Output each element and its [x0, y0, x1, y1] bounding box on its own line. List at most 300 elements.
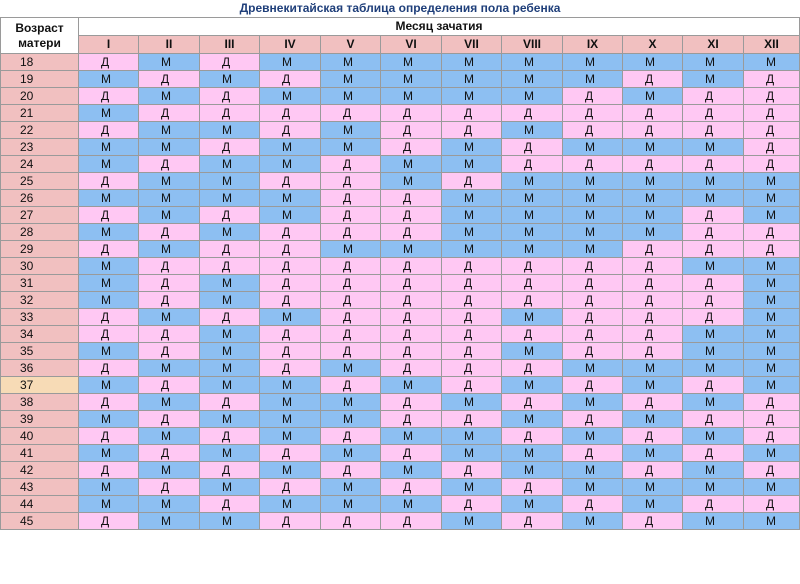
sex-cell[interactable]: М [79, 71, 139, 88]
sex-cell[interactable]: М [623, 207, 683, 224]
sex-cell[interactable]: Д [381, 394, 442, 411]
sex-cell[interactable]: Д [321, 513, 381, 530]
age-cell[interactable]: 37 [1, 377, 79, 394]
sex-cell[interactable]: М [623, 139, 683, 156]
sex-cell[interactable]: Д [442, 122, 502, 139]
sex-cell[interactable]: М [321, 360, 381, 377]
sex-cell[interactable]: Д [381, 224, 442, 241]
sex-cell[interactable]: М [744, 479, 800, 496]
sex-cell[interactable]: Д [623, 105, 683, 122]
sex-cell[interactable]: Д [321, 292, 381, 309]
sex-cell[interactable]: М [683, 428, 744, 445]
sex-cell[interactable]: Д [200, 428, 260, 445]
sex-cell[interactable]: М [623, 360, 683, 377]
sex-cell[interactable]: М [744, 326, 800, 343]
sex-cell[interactable]: М [79, 224, 139, 241]
sex-cell[interactable]: Д [381, 139, 442, 156]
sex-cell[interactable]: М [442, 54, 502, 71]
sex-cell[interactable]: М [321, 445, 381, 462]
sex-cell[interactable]: М [683, 394, 744, 411]
sex-cell[interactable]: Д [139, 224, 200, 241]
sex-cell[interactable]: Д [563, 122, 623, 139]
sex-cell[interactable]: М [623, 88, 683, 105]
sex-cell[interactable]: М [563, 428, 623, 445]
sex-cell[interactable]: Д [200, 241, 260, 258]
sex-cell[interactable]: Д [502, 105, 563, 122]
sex-cell[interactable]: М [139, 54, 200, 71]
sex-cell[interactable]: Д [139, 326, 200, 343]
sex-cell[interactable]: М [79, 105, 139, 122]
sex-cell[interactable]: М [79, 479, 139, 496]
sex-cell[interactable]: Д [683, 207, 744, 224]
age-cell[interactable]: 25 [1, 173, 79, 190]
sex-cell[interactable]: М [502, 462, 563, 479]
sex-cell[interactable]: М [321, 394, 381, 411]
age-cell[interactable]: 21 [1, 105, 79, 122]
sex-cell[interactable]: Д [744, 156, 800, 173]
sex-cell[interactable]: Д [442, 173, 502, 190]
sex-cell[interactable]: М [623, 224, 683, 241]
sex-cell[interactable]: М [79, 275, 139, 292]
sex-cell[interactable]: М [79, 445, 139, 462]
sex-cell[interactable]: Д [744, 428, 800, 445]
sex-cell[interactable]: М [683, 513, 744, 530]
sex-cell[interactable]: М [200, 360, 260, 377]
sex-cell[interactable]: Д [502, 394, 563, 411]
sex-cell[interactable]: М [744, 275, 800, 292]
month-header-cell[interactable]: IV [260, 36, 321, 54]
sex-cell[interactable]: Д [744, 496, 800, 513]
sex-cell[interactable]: М [260, 190, 321, 207]
sex-cell[interactable]: Д [79, 360, 139, 377]
age-cell[interactable]: 30 [1, 258, 79, 275]
sex-cell[interactable]: М [744, 54, 800, 71]
sex-cell[interactable]: М [683, 343, 744, 360]
sex-cell[interactable]: Д [139, 71, 200, 88]
sex-cell[interactable]: Д [442, 411, 502, 428]
sex-cell[interactable]: Д [502, 428, 563, 445]
sex-cell[interactable]: Д [200, 207, 260, 224]
sex-cell[interactable]: Д [623, 275, 683, 292]
sex-cell[interactable]: Д [139, 445, 200, 462]
sex-cell[interactable]: М [200, 275, 260, 292]
sex-cell[interactable]: М [139, 190, 200, 207]
sex-cell[interactable]: М [321, 241, 381, 258]
sex-cell[interactable]: Д [79, 462, 139, 479]
sex-cell[interactable]: М [502, 173, 563, 190]
sex-cell[interactable]: М [139, 88, 200, 105]
sex-cell[interactable]: Д [563, 343, 623, 360]
sex-cell[interactable]: Д [563, 445, 623, 462]
sex-cell[interactable]: М [502, 122, 563, 139]
sex-cell[interactable]: Д [502, 258, 563, 275]
sex-cell[interactable]: Д [321, 190, 381, 207]
sex-cell[interactable]: Д [744, 88, 800, 105]
month-header-cell[interactable]: VIII [502, 36, 563, 54]
sex-cell[interactable]: М [744, 292, 800, 309]
sex-cell[interactable]: М [79, 292, 139, 309]
sex-cell[interactable]: Д [563, 105, 623, 122]
sex-cell[interactable]: Д [683, 105, 744, 122]
sex-cell[interactable]: Д [79, 173, 139, 190]
age-cell[interactable]: 43 [1, 479, 79, 496]
sex-cell[interactable]: Д [381, 190, 442, 207]
sex-cell[interactable]: М [200, 292, 260, 309]
sex-cell[interactable]: М [321, 479, 381, 496]
sex-cell[interactable]: М [502, 309, 563, 326]
sex-cell[interactable]: М [683, 258, 744, 275]
sex-cell[interactable]: М [563, 54, 623, 71]
sex-cell[interactable]: М [139, 241, 200, 258]
sex-cell[interactable]: Д [563, 156, 623, 173]
age-cell[interactable]: 19 [1, 71, 79, 88]
sex-cell[interactable]: Д [442, 377, 502, 394]
sex-cell[interactable]: Д [623, 292, 683, 309]
sex-cell[interactable]: Д [260, 445, 321, 462]
sex-cell[interactable]: Д [79, 428, 139, 445]
sex-cell[interactable]: Д [139, 105, 200, 122]
sex-cell[interactable]: Д [200, 54, 260, 71]
sex-cell[interactable]: М [260, 54, 321, 71]
sex-cell[interactable]: Д [381, 479, 442, 496]
sex-cell[interactable]: Д [381, 411, 442, 428]
sex-cell[interactable]: М [683, 326, 744, 343]
sex-cell[interactable]: М [683, 173, 744, 190]
age-cell[interactable]: 18 [1, 54, 79, 71]
sex-cell[interactable]: Д [744, 462, 800, 479]
sex-cell[interactable]: Д [442, 343, 502, 360]
sex-cell[interactable]: М [260, 88, 321, 105]
sex-cell[interactable]: М [200, 71, 260, 88]
sex-cell[interactable]: Д [744, 394, 800, 411]
sex-cell[interactable]: Д [321, 309, 381, 326]
sex-cell[interactable]: М [260, 428, 321, 445]
sex-cell[interactable]: Д [502, 292, 563, 309]
sex-cell[interactable]: М [381, 88, 442, 105]
sex-cell[interactable]: Д [200, 394, 260, 411]
sex-cell[interactable]: Д [381, 122, 442, 139]
sex-cell[interactable]: М [623, 190, 683, 207]
age-cell[interactable]: 34 [1, 326, 79, 343]
sex-cell[interactable]: М [139, 122, 200, 139]
sex-cell[interactable]: М [381, 173, 442, 190]
sex-cell[interactable]: Д [139, 343, 200, 360]
sex-cell[interactable]: М [381, 241, 442, 258]
sex-cell[interactable]: М [139, 139, 200, 156]
age-cell[interactable]: 41 [1, 445, 79, 462]
sex-cell[interactable]: М [683, 190, 744, 207]
sex-cell[interactable]: М [442, 479, 502, 496]
sex-cell[interactable]: Д [744, 241, 800, 258]
age-cell[interactable]: 31 [1, 275, 79, 292]
age-cell[interactable]: 32 [1, 292, 79, 309]
sex-cell[interactable]: М [139, 496, 200, 513]
age-cell[interactable]: 39 [1, 411, 79, 428]
sex-cell[interactable]: Д [563, 411, 623, 428]
month-header-cell[interactable]: V [321, 36, 381, 54]
sex-cell[interactable]: М [79, 190, 139, 207]
sex-cell[interactable]: М [200, 173, 260, 190]
sex-cell[interactable]: М [502, 224, 563, 241]
sex-cell[interactable]: М [442, 156, 502, 173]
sex-cell[interactable]: М [321, 122, 381, 139]
sex-cell[interactable]: М [79, 258, 139, 275]
sex-cell[interactable]: М [442, 71, 502, 88]
sex-cell[interactable]: Д [623, 309, 683, 326]
sex-cell[interactable]: Д [442, 360, 502, 377]
sex-cell[interactable]: Д [623, 513, 683, 530]
sex-cell[interactable]: М [381, 156, 442, 173]
sex-cell[interactable]: Д [381, 207, 442, 224]
sex-cell[interactable]: Д [563, 496, 623, 513]
sex-cell[interactable]: Д [200, 258, 260, 275]
sex-cell[interactable]: Д [139, 275, 200, 292]
sex-cell[interactable]: Д [623, 258, 683, 275]
sex-cell[interactable]: Д [623, 241, 683, 258]
sex-cell[interactable]: М [139, 428, 200, 445]
month-group-header[interactable]: Месяц зачатия [79, 18, 800, 36]
sex-cell[interactable]: М [200, 326, 260, 343]
age-cell[interactable]: 38 [1, 394, 79, 411]
month-header-cell[interactable]: I [79, 36, 139, 54]
sex-cell[interactable]: Д [79, 241, 139, 258]
sex-cell[interactable]: Д [381, 292, 442, 309]
sex-cell[interactable]: М [623, 173, 683, 190]
sex-cell[interactable]: Д [200, 309, 260, 326]
sex-cell[interactable]: М [502, 343, 563, 360]
sex-cell[interactable]: Д [563, 326, 623, 343]
sex-cell[interactable]: Д [563, 258, 623, 275]
sex-cell[interactable]: М [200, 156, 260, 173]
sex-cell[interactable]: М [502, 241, 563, 258]
sex-cell[interactable]: М [744, 377, 800, 394]
sex-cell[interactable]: М [321, 54, 381, 71]
sex-cell[interactable]: Д [79, 513, 139, 530]
age-cell[interactable]: 35 [1, 343, 79, 360]
age-cell[interactable]: 27 [1, 207, 79, 224]
sex-cell[interactable]: Д [442, 496, 502, 513]
sex-cell[interactable]: М [442, 428, 502, 445]
sex-cell[interactable]: М [563, 173, 623, 190]
sex-cell[interactable]: Д [442, 309, 502, 326]
month-header-cell[interactable]: III [200, 36, 260, 54]
sex-cell[interactable]: Д [260, 258, 321, 275]
month-header-cell[interactable]: VII [442, 36, 502, 54]
sex-cell[interactable]: М [563, 224, 623, 241]
sex-cell[interactable]: М [139, 394, 200, 411]
sex-cell[interactable]: Д [683, 411, 744, 428]
sex-cell[interactable]: Д [200, 139, 260, 156]
sex-cell[interactable]: Д [260, 173, 321, 190]
sex-cell[interactable]: Д [683, 122, 744, 139]
sex-cell[interactable]: М [321, 71, 381, 88]
sex-cell[interactable]: Д [321, 173, 381, 190]
sex-cell[interactable]: Д [381, 326, 442, 343]
sex-cell[interactable]: М [139, 173, 200, 190]
sex-cell[interactable]: М [502, 71, 563, 88]
sex-cell[interactable]: М [260, 496, 321, 513]
sex-cell[interactable]: М [683, 54, 744, 71]
sex-cell[interactable]: Д [744, 411, 800, 428]
sex-cell[interactable]: М [563, 479, 623, 496]
sex-cell[interactable]: М [744, 258, 800, 275]
sex-cell[interactable]: Д [563, 88, 623, 105]
sex-cell[interactable]: Д [321, 224, 381, 241]
age-cell[interactable]: 44 [1, 496, 79, 513]
sex-cell[interactable]: Д [381, 343, 442, 360]
sex-cell[interactable]: М [139, 462, 200, 479]
age-cell[interactable]: 42 [1, 462, 79, 479]
sex-cell[interactable]: Д [563, 377, 623, 394]
sex-cell[interactable]: М [744, 173, 800, 190]
sex-cell[interactable]: М [563, 241, 623, 258]
sex-cell[interactable]: М [563, 71, 623, 88]
sex-cell[interactable]: М [260, 309, 321, 326]
sex-cell[interactable]: Д [502, 360, 563, 377]
month-header-cell[interactable]: XII [744, 36, 800, 54]
sex-cell[interactable]: Д [321, 275, 381, 292]
age-cell[interactable]: 40 [1, 428, 79, 445]
age-cell[interactable]: 28 [1, 224, 79, 241]
sex-cell[interactable]: М [381, 462, 442, 479]
sex-cell[interactable]: М [200, 122, 260, 139]
sex-cell[interactable]: М [79, 139, 139, 156]
sex-cell[interactable]: М [623, 496, 683, 513]
sex-cell[interactable]: Д [79, 54, 139, 71]
sex-cell[interactable]: М [139, 309, 200, 326]
sex-cell[interactable]: М [563, 207, 623, 224]
sex-cell[interactable]: Д [381, 309, 442, 326]
sex-cell[interactable]: Д [260, 326, 321, 343]
sex-cell[interactable]: М [139, 360, 200, 377]
sex-cell[interactable]: М [200, 513, 260, 530]
sex-cell[interactable]: Д [683, 241, 744, 258]
sex-cell[interactable]: Д [623, 394, 683, 411]
sex-cell[interactable]: Д [139, 479, 200, 496]
sex-cell[interactable]: Д [683, 496, 744, 513]
sex-cell[interactable]: М [563, 139, 623, 156]
sex-cell[interactable]: М [502, 445, 563, 462]
sex-cell[interactable]: Д [683, 275, 744, 292]
sex-cell[interactable]: Д [623, 428, 683, 445]
sex-cell[interactable]: Д [321, 207, 381, 224]
sex-cell[interactable]: М [563, 394, 623, 411]
sex-cell[interactable]: М [381, 428, 442, 445]
sex-cell[interactable]: Д [623, 343, 683, 360]
age-cell[interactable]: 20 [1, 88, 79, 105]
sex-cell[interactable]: М [139, 513, 200, 530]
sex-cell[interactable]: М [200, 343, 260, 360]
sex-cell[interactable]: Д [200, 462, 260, 479]
sex-cell[interactable]: Д [683, 88, 744, 105]
sex-cell[interactable]: Д [139, 292, 200, 309]
sex-cell[interactable]: Д [200, 88, 260, 105]
sex-cell[interactable]: Д [744, 139, 800, 156]
sex-cell[interactable]: Д [260, 292, 321, 309]
sex-cell[interactable]: М [502, 411, 563, 428]
sex-cell[interactable]: М [79, 343, 139, 360]
sex-cell[interactable]: Д [260, 479, 321, 496]
sex-cell[interactable]: Д [563, 275, 623, 292]
sex-cell[interactable]: М [502, 207, 563, 224]
sex-cell[interactable]: Д [200, 496, 260, 513]
sex-cell[interactable]: М [744, 360, 800, 377]
sex-cell[interactable]: Д [502, 326, 563, 343]
sex-cell[interactable]: Д [683, 224, 744, 241]
sex-cell[interactable]: Д [683, 377, 744, 394]
sex-cell[interactable]: Д [260, 241, 321, 258]
sex-cell[interactable]: М [381, 71, 442, 88]
sex-cell[interactable]: Д [502, 479, 563, 496]
sex-cell[interactable]: М [200, 190, 260, 207]
sex-cell[interactable]: Д [381, 360, 442, 377]
sex-cell[interactable]: Д [321, 156, 381, 173]
sex-cell[interactable]: Д [442, 105, 502, 122]
sex-cell[interactable]: М [260, 462, 321, 479]
sex-cell[interactable]: М [260, 139, 321, 156]
sex-cell[interactable]: Д [321, 105, 381, 122]
sex-cell[interactable]: Д [260, 360, 321, 377]
sex-cell[interactable]: М [260, 156, 321, 173]
sex-cell[interactable]: М [442, 224, 502, 241]
sex-cell[interactable]: Д [442, 292, 502, 309]
sex-cell[interactable]: Д [563, 309, 623, 326]
sex-cell[interactable]: М [442, 190, 502, 207]
sex-cell[interactable]: М [623, 479, 683, 496]
sex-cell[interactable]: Д [260, 71, 321, 88]
age-cell[interactable]: 24 [1, 156, 79, 173]
sex-cell[interactable]: Д [79, 207, 139, 224]
sex-cell[interactable]: Д [683, 156, 744, 173]
sex-cell[interactable]: М [683, 139, 744, 156]
sex-cell[interactable]: М [744, 190, 800, 207]
sex-cell[interactable]: М [321, 496, 381, 513]
sex-cell[interactable]: М [744, 343, 800, 360]
sex-cell[interactable]: Д [442, 258, 502, 275]
sex-cell[interactable]: М [442, 88, 502, 105]
sex-cell[interactable]: Д [139, 411, 200, 428]
sex-cell[interactable]: М [381, 496, 442, 513]
sex-cell[interactable]: Д [623, 326, 683, 343]
sex-cell[interactable]: Д [139, 156, 200, 173]
sex-cell[interactable]: М [381, 54, 442, 71]
sex-cell[interactable]: М [200, 445, 260, 462]
sex-cell[interactable]: М [442, 241, 502, 258]
sex-cell[interactable]: Д [321, 258, 381, 275]
sex-cell[interactable]: М [683, 71, 744, 88]
sex-cell[interactable]: Д [623, 462, 683, 479]
sex-cell[interactable]: М [502, 88, 563, 105]
sex-cell[interactable]: Д [502, 139, 563, 156]
sex-cell[interactable]: М [79, 411, 139, 428]
sex-cell[interactable]: М [260, 411, 321, 428]
sex-cell[interactable]: Д [502, 156, 563, 173]
sex-cell[interactable]: М [744, 513, 800, 530]
month-header-cell[interactable]: X [623, 36, 683, 54]
sex-cell[interactable]: Д [200, 105, 260, 122]
sex-cell[interactable]: Д [139, 377, 200, 394]
age-cell[interactable]: 23 [1, 139, 79, 156]
age-cell[interactable]: 45 [1, 513, 79, 530]
sex-cell[interactable]: М [200, 479, 260, 496]
sex-cell[interactable]: М [623, 54, 683, 71]
sex-cell[interactable]: М [79, 377, 139, 394]
sex-cell[interactable]: М [683, 360, 744, 377]
sex-cell[interactable]: Д [260, 343, 321, 360]
sex-cell[interactable]: Д [442, 326, 502, 343]
sex-cell[interactable]: М [502, 496, 563, 513]
month-header-cell[interactable]: VI [381, 36, 442, 54]
